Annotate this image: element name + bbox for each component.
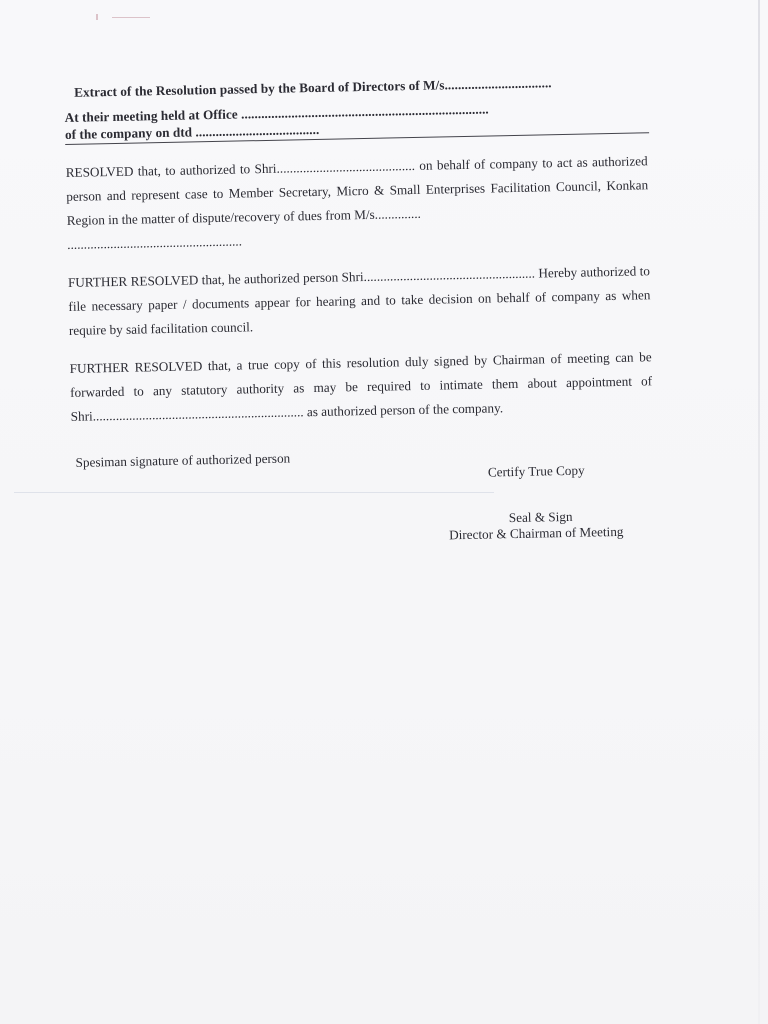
header-line-date: of the company on dtd .....................................	[64, 121, 320, 142]
header-line-meeting: At their meeting held at Office ..........................................................................	[64, 101, 489, 125]
header-line-board: Extract of the Resolution passed by the Board of Directors of M/s................................	[74, 75, 552, 100]
resolution-text-3: FURTHER RESOLVED that, a true copy of this resolution duly signed by Chairman of meeting can be forwarded to any statutory authority as may be required to intimate them about appointment of Shri................................................................ as authorized person of the company.	[69, 349, 653, 424]
seal-and-sign: Seal & Sign	[508, 508, 573, 526]
director-chairman-label: Director & Chairman of Meeting	[448, 523, 624, 543]
scan-mark-top-dash	[112, 17, 150, 18]
resolution-paragraph-2	[68, 259, 651, 343]
specimen-signature-label: Spesiman signature of authorized person	[75, 450, 291, 470]
resolution-document	[64, 72, 664, 575]
resolution-paragraph-1	[66, 149, 650, 257]
scan-mark-top	[96, 14, 98, 20]
resolution-text-1: RESOLVED that, to authorized to Shri.......................................... on behalf of company to act as authorized person and represent case to Member Secretary, Micro & Small Enterprises Facilitation Council, Konkan Region in the matter of dispute/recovery of dues from M/s..............	[65, 153, 649, 228]
resolution-text-2: FURTHER RESOLVED that, he authorized person Shri.................................................... Hereby authorized to file necessary paper / documents appear for hearing and to take decision on behalf of company as when require by said facilitation council.	[67, 263, 651, 338]
certify-true-copy: Certify True Copy	[487, 462, 585, 480]
signature-block	[71, 443, 663, 575]
resolution-trailing-dots: .....................................................	[67, 233, 243, 252]
resolution-paragraph-3	[69, 345, 652, 429]
scan-edge	[758, 0, 760, 1024]
resolution-header	[64, 72, 655, 145]
